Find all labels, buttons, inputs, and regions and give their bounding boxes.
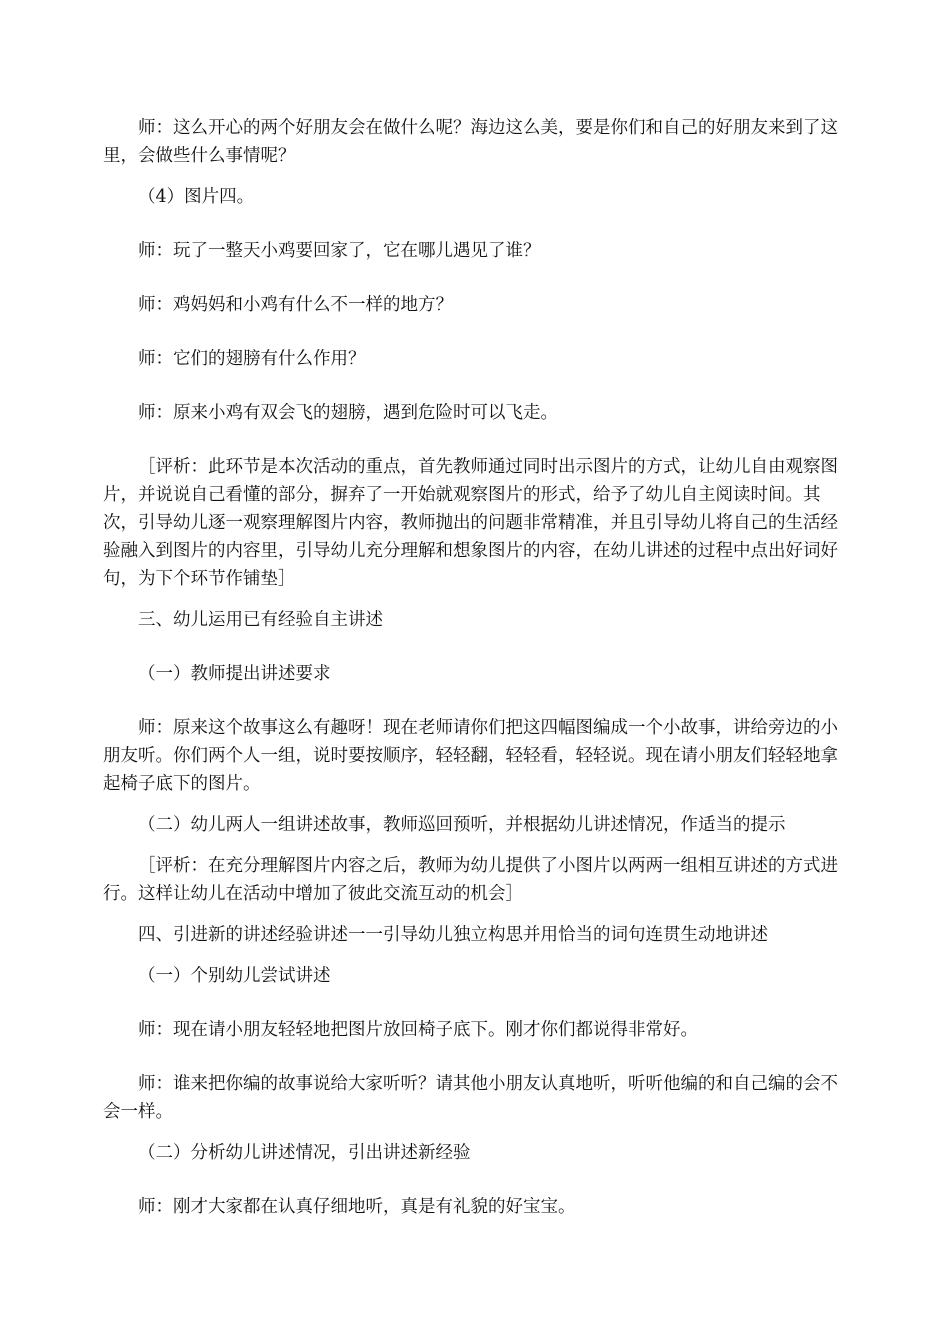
section-heading: 四、引进新的讲述经验讲述一一引导幼儿独立构思并用恰当的词句连贯生动地讲述 bbox=[138, 925, 768, 945]
paragraph: 师：原来小鸡有双会飞的翅膀，遇到危险时可以飞走。 bbox=[138, 403, 558, 423]
commentary-paragraph: ［评析：此环节是本次活动的重点，首先教师通过同时出示图片的方式，让幼儿自由观察图片，并说说自己看懂的部分，摒弃了一开始就观察图片的形式，给予了幼儿自主阅读时间。其次，引导幼儿逐一观察理解图片内容，教师抛出的问题非常精准，并且引导幼儿将自己的生活经验融入到图片的内容里，引导幼儿充分理解和想象图片的内容，在幼儿讲述的过程中点出好词好句，为下个环节作铺垫］ bbox=[103, 457, 838, 589]
paragraph: 师：鸡妈妈和小鸡有什么不一样的地方？ bbox=[138, 295, 453, 315]
section-heading: 三、幼儿运用已有经验自主讲述 bbox=[138, 610, 383, 630]
subsection-heading: （二）幼儿两人一组讲述故事，教师巡回预听，并根据幼儿讲述情况，作适当的提示 bbox=[138, 815, 786, 835]
subsection-heading: （一）教师提出讲述要求 bbox=[138, 664, 331, 684]
paragraph: 师：原来这个故事这么有趣呀！现在老师请你们把这四幅图编成一个小故事，讲给旁边的小朋友听。你们两个人一组，说时要按顺序，轻轻翻，轻轻看，轻轻说。现在请小朋友们轻轻地拿起椅子底下的图片。 bbox=[103, 718, 838, 794]
paragraph: 师：这么开心的两个好朋友会在做什么呢？海边这么美，要是你们和自己的好朋友来到了这里，会做些什么事情呢？ bbox=[103, 118, 838, 166]
paragraph: 师：刚才大家都在认真仔细地听，真是有礼貌的好宝宝。 bbox=[138, 1197, 576, 1217]
paragraph: 师：玩了一整天小鸡要回家了，它在哪儿遇见了谁？ bbox=[138, 241, 541, 261]
subsection-heading: （二）分析幼儿讲述情况，引出讲述新经验 bbox=[138, 1143, 471, 1163]
subsection-heading: （一）个别幼儿尝试讲述 bbox=[138, 966, 331, 986]
paragraph: 师：现在请小朋友轻轻地把图片放回椅子底下。刚才你们都说得非常好。 bbox=[138, 1020, 698, 1040]
commentary-paragraph: ［评析：在充分理解图片内容之后，教师为幼儿提供了小图片以两两一组相互讲述的方式进行。这样让幼儿在活动中增加了彼此交流互动的机会］ bbox=[103, 856, 838, 904]
paragraph: 师：它们的翅膀有什么作用？ bbox=[138, 349, 366, 369]
paragraph: 师：谁来把你编的故事说给大家听听？请其他小朋友认真地听，听听他编的和自己编的会不会一样。 bbox=[103, 1074, 838, 1122]
document-body bbox=[103, 114, 847, 1247]
paragraph: （4）图片四。 bbox=[138, 187, 255, 207]
